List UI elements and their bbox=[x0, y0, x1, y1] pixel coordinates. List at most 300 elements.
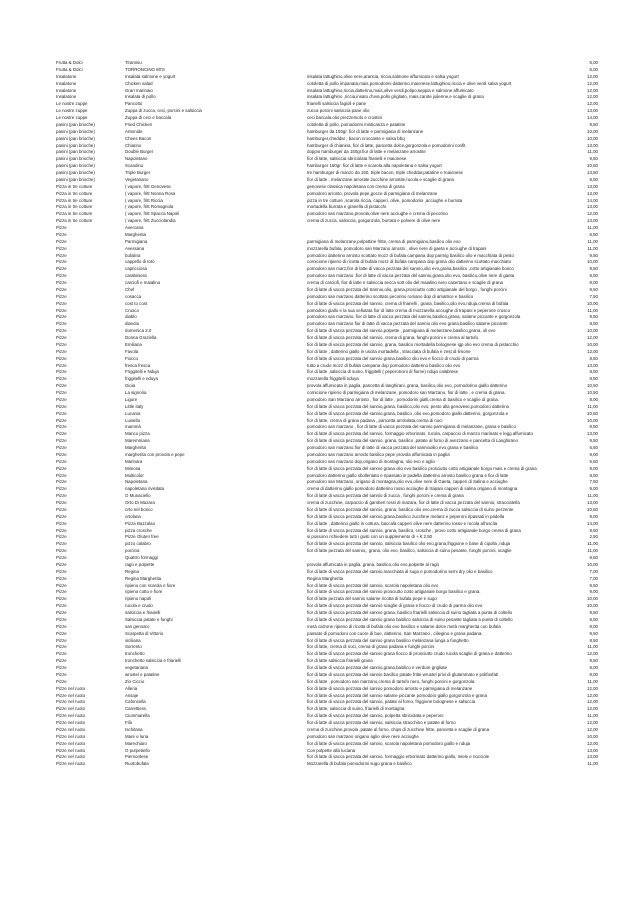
menu-item-price: 9,50 bbox=[589, 286, 598, 292]
menu-item-price: 13,00 bbox=[587, 218, 598, 224]
menu-row bbox=[0, 445, 640, 452]
menu-category: panini (pan brioche) bbox=[56, 170, 95, 175]
menu-item-description: pomodoro san marzano arrosto basilico pepe provola affumicata in paglia bbox=[307, 451, 450, 457]
menu-category: Insalatone bbox=[56, 94, 77, 100]
menu-item-price: 11,00 bbox=[587, 761, 598, 767]
menu-row bbox=[0, 617, 640, 624]
menu-item-name: bufalina bbox=[125, 252, 141, 258]
menu-item-price: 11,00 bbox=[587, 644, 598, 650]
menu-item-description: fior di latte di vacca pezzata del sannio,polpette , parmigiana di melanzane,basilico,grana, oli evo bbox=[307, 328, 496, 334]
menu-item-price: 9,00 bbox=[589, 665, 598, 670]
menu-category: Pizze bbox=[56, 231, 67, 237]
menu-row bbox=[0, 741, 640, 748]
menu-row bbox=[0, 335, 640, 342]
menu-item-description: mozzarella friggitelli nduya bbox=[307, 376, 359, 382]
menu-item-price: 7,50 bbox=[589, 479, 598, 485]
menu-row bbox=[0, 376, 640, 383]
menu-item-name: Cafoncella bbox=[125, 699, 146, 705]
menu-item-description: fior di latte , pomodoro san marzano,crema di tartufo nero, funghi porcini e gorgonzola. bbox=[307, 678, 476, 684]
menu-category: Pizze bbox=[56, 665, 67, 670]
menu-item-description: pomodoro san marzano datterino scottato pecorino romano dop di amatrice e basilico bbox=[307, 293, 474, 299]
menu-category: Pizze nel ruoto bbox=[56, 733, 86, 739]
menu-item-name: tronchetto bbox=[125, 651, 145, 657]
menu-item-description: provola affumicata in paglia, pancetta di langhirani, grana, basilico,olio evo, pomodorino giallo datterino bbox=[307, 383, 508, 389]
menu-item-name: Fried Chicken bbox=[125, 121, 153, 127]
menu-item-description: cotoletta di pollo, pomodorini misticanza e patatine bbox=[307, 121, 406, 127]
menu-category: Pizze nel ruoto bbox=[56, 692, 86, 698]
menu-row bbox=[0, 404, 640, 411]
menu-category: panini (pan brioche) bbox=[56, 149, 95, 155]
menu-item-price: 10,00 bbox=[587, 135, 598, 141]
menu-category: Pizze bbox=[56, 561, 67, 567]
menu-row bbox=[0, 191, 640, 198]
menu-item-name: Ciummarella bbox=[125, 713, 150, 719]
menu-item-price: 11,00 bbox=[587, 493, 598, 499]
menu-category: Pizze bbox=[56, 403, 67, 409]
menu-item-price: 6,00 bbox=[589, 66, 598, 72]
menu-row bbox=[0, 596, 640, 603]
menu-item-name: Filù bbox=[125, 720, 133, 725]
menu-item-description: fior di latte pezzata del sannio salame ricotta di bufala pepe e sugo bbox=[307, 596, 437, 602]
menu-item-description: fior di latte salsiccia friarielli grana bbox=[307, 658, 373, 664]
menu-category: Pizze nel ruoto bbox=[56, 761, 86, 767]
menu-item-price: 12,00 bbox=[587, 706, 598, 712]
menu-category: Pizze bbox=[56, 376, 67, 382]
menu-item-price: 9,00 bbox=[589, 589, 598, 595]
menu-item-price: 7,50 bbox=[589, 293, 598, 299]
menu-item-description: pomodoro datterino giallo sbollentato e ripassato in padella datterino arrosto basilico grana e fior di latte bbox=[307, 472, 509, 478]
menu-item-price: 11,00 bbox=[587, 245, 598, 251]
menu-item-price: 11,00 bbox=[587, 713, 598, 719]
menu-item-name: Chef bbox=[125, 286, 135, 292]
menu-item-price: 10,00 bbox=[587, 300, 598, 306]
menu-category: Pizze bbox=[56, 445, 67, 450]
menu-category: Pizze bbox=[56, 644, 67, 650]
menu-item-name: Quattro formaggi bbox=[125, 555, 158, 560]
menu-item-name: ( vapore, fritt Genovese bbox=[125, 183, 171, 189]
menu-category: Pizza in tre cotture bbox=[56, 183, 93, 189]
menu-item-description: cotoletta di pollo impanata,mais,pomodorini datterino,maionese,lattughino,riccia e olive verdi salsa yogurt bbox=[307, 80, 512, 86]
menu-item-price: 10,00 bbox=[587, 596, 598, 602]
menu-row bbox=[0, 761, 640, 768]
menu-item-description: fior di latte di vacca pezzata del sannio, scarola napoletana olio evo bbox=[307, 582, 439, 588]
menu-item-name: Assaje bbox=[125, 692, 139, 698]
menu-row bbox=[0, 397, 640, 404]
menu-category: Pizze bbox=[56, 486, 67, 492]
menu-item-description: fior di latte di vacca pezzata del sannio grana basilico melanzana lunga a funghetto bbox=[307, 637, 469, 643]
menu-row bbox=[0, 686, 640, 693]
menu-item-name: Margherita bbox=[125, 231, 146, 237]
menu-row bbox=[0, 259, 640, 266]
menu-item-price: 11,00 bbox=[587, 307, 598, 313]
menu-category: Pizze nel ruoto bbox=[56, 699, 86, 705]
menu-item-description: insalata lattughino,riccia,datterino,mais,olive verdi,polipo,seppia e salmone affumicato bbox=[307, 87, 474, 93]
menu-item-name: Little italy bbox=[125, 403, 144, 409]
menu-item-description: fior di latte di vacca pezzata del sannio, grana, basilico ,patate al forno di avezzano e pancetta di Langhirano bbox=[307, 438, 518, 444]
menu-item-name: Donna Graziella bbox=[125, 335, 157, 340]
menu-item-price: 8,50 bbox=[589, 637, 598, 643]
menu-item-price: 12,00 bbox=[587, 699, 598, 705]
menu-item-price: 8,50 bbox=[589, 369, 598, 375]
menu-item-name: Ruotobufala bbox=[125, 761, 149, 767]
menu-item-name: Tiramisu bbox=[125, 60, 142, 65]
menu-item-name: ( vapore, fritt Spacca Napoli bbox=[125, 211, 180, 217]
menu-row bbox=[0, 253, 640, 260]
menu-category: panini (pan brioche) bbox=[56, 135, 95, 141]
menu-item-description: crema di zucca, salsiccia, gorgonzola, burrata e polvere di olive nere bbox=[307, 218, 441, 224]
menu-category: Pizze bbox=[56, 321, 67, 327]
menu-row bbox=[0, 548, 640, 555]
menu-category: Pizze bbox=[56, 341, 67, 347]
menu-row bbox=[0, 583, 640, 590]
menu-item-price: 12,00 bbox=[587, 348, 598, 354]
menu-item-price: 10,00 bbox=[587, 561, 598, 567]
menu-item-name: Vegetariano bbox=[125, 176, 149, 182]
menu-item-description: parmigiana di melanzane,polpettine fritte, crema di parmigiano,basilico olio evo bbox=[307, 238, 461, 244]
menu-row bbox=[0, 658, 640, 665]
menu-row bbox=[0, 246, 640, 253]
menu-item-price: 6,50 bbox=[589, 445, 598, 450]
menu-item-name: Chees Bacon bbox=[125, 135, 152, 141]
menu-category: Pizze bbox=[56, 273, 67, 279]
menu-category: Pizze bbox=[56, 307, 67, 313]
menu-item-description: pizza in tre cotture ,scarola riccia, capperi, olive, pomodorini ,acciughe e burrata bbox=[307, 197, 463, 203]
menu-row bbox=[0, 713, 640, 720]
menu-category: Pizze nel ruoto bbox=[56, 754, 86, 760]
menu-item-name: Artemide bbox=[125, 128, 143, 134]
menu-item-price: 9,00 bbox=[589, 280, 598, 285]
menu-category: Pizze bbox=[56, 513, 67, 519]
menu-category: Pizze bbox=[56, 589, 67, 595]
menu-item-name: Scarpetta di Vittorio bbox=[125, 630, 164, 636]
menu-item-name: Avessana bbox=[125, 245, 145, 251]
menu-row bbox=[0, 287, 640, 294]
menu-item-price: 9,00 bbox=[589, 465, 598, 471]
menu-category: Pizza in tre cotture bbox=[56, 218, 93, 224]
menu-row bbox=[0, 479, 640, 486]
menu-category: Pizze bbox=[56, 362, 67, 368]
menu-category: Frutta & Dolci bbox=[56, 60, 83, 65]
menu-item-description: fior di latte di vacca pezzata del sannio,grana,basilico e verdure grigliate bbox=[307, 665, 448, 670]
menu-item-name: cost to cost bbox=[125, 300, 148, 306]
menu-row bbox=[0, 665, 640, 672]
menu-item-name: Fiocco bbox=[125, 355, 138, 361]
menu-item-price: 10,00 bbox=[587, 417, 598, 423]
menu-row bbox=[0, 218, 640, 225]
menu-category: Pizze bbox=[56, 300, 67, 306]
menu-category: Pizze bbox=[56, 623, 67, 629]
menu-category: Pizze nel ruoto bbox=[56, 747, 86, 753]
menu-row bbox=[0, 390, 640, 397]
menu-item-description: pomodoro datterino arrosto scottato mozz di bufala campana dop parmig basilico olio e macchiata di pesto bbox=[307, 252, 514, 258]
menu-row bbox=[0, 239, 640, 246]
menu-item-name: Pizze Gluten free bbox=[125, 534, 159, 540]
menu-item-price: 9,00 bbox=[589, 486, 598, 492]
menu-row bbox=[0, 507, 640, 514]
menu-row bbox=[0, 699, 640, 706]
menu-item-price: 9,50 bbox=[589, 252, 598, 258]
menu-row bbox=[0, 486, 640, 493]
menu-category: panini (pan brioche) bbox=[56, 128, 95, 134]
menu-item-price: 12,00 bbox=[587, 651, 598, 657]
menu-item-description: pomodoro san Marzano, origano di montagna,olio evo,olive nere di Gaeta, capperi di Salina e acciughe bbox=[307, 479, 508, 485]
menu-item-price: 10,00 bbox=[587, 603, 598, 609]
menu-item-description: fior di latte di vacca pezzata del sannio grana fiocco di prosciutto crudo rucola scaglie di grana e datterino bbox=[307, 651, 512, 657]
menu-category: Pizze bbox=[56, 245, 67, 251]
menu-item-description: fior di latte di vacca pezzata del sannio grana, basilico friarielli salsiccia di suino tagliata a punta di coltello bbox=[307, 610, 513, 615]
menu-category: Pizze bbox=[56, 582, 67, 588]
menu-item-name: Marinara bbox=[125, 458, 143, 464]
menu-item-name: vegetariana bbox=[125, 665, 148, 670]
menu-row bbox=[0, 156, 640, 163]
menu-item-price: 13,00 bbox=[587, 754, 598, 760]
menu-row bbox=[0, 122, 640, 129]
menu-category: Pizze bbox=[56, 479, 67, 485]
menu-item-price: 9,50 bbox=[589, 424, 598, 430]
menu-item-price: 13,00 bbox=[587, 500, 598, 505]
menu-row bbox=[0, 706, 640, 713]
menu-category: Pizze bbox=[56, 328, 67, 334]
menu-item-description: pomodoro san marzano dop,origano di montagna, olio evo e aglio bbox=[307, 458, 435, 464]
menu-row bbox=[0, 500, 640, 507]
menu-item-price: 10,00 bbox=[587, 259, 598, 265]
menu-row bbox=[0, 576, 640, 583]
menu-item-price: 8,50 bbox=[589, 472, 598, 478]
menu-row bbox=[0, 184, 640, 191]
menu-item-name: Pizza Bazzalao bbox=[125, 520, 156, 526]
menu-item-name: Zuppa di ceci e baccala bbox=[125, 115, 172, 120]
menu-item-description: fior di latte di vacca pezzata del sannio, polpetta sbriciolata e peperoni bbox=[307, 713, 444, 719]
menu-row bbox=[0, 115, 640, 122]
menu-item-name: Ischitana bbox=[125, 726, 143, 732]
menu-item-name: Zio Ciccio bbox=[125, 678, 145, 684]
menu-item-description: fior di latte di vacca pezzata del sannio, crema di friarielli , grana, basilico,olio evo,nduja,crema di bufala bbox=[307, 300, 509, 306]
menu-item-name: Regina bbox=[125, 568, 139, 574]
menu-item-name: Pancotto bbox=[125, 101, 143, 107]
menu-item-description: provola affumicata in paglia, grana, basilico,olio evo,polpette al ragù bbox=[307, 561, 439, 567]
menu-item-description: pomodoro giallo e la sua vellutata fior di latte crema di mozzarella acciughe di trapani e peperone crusco bbox=[307, 307, 511, 313]
menu-item-price: 7,00 bbox=[589, 568, 598, 574]
menu-category: Pizze bbox=[56, 424, 67, 430]
menu-row bbox=[0, 198, 640, 205]
menu-item-description: fior di latte di vacca pezzata del Sannio,olio, grana,prosciutto cotto artigianale del borgo , funghi porcini bbox=[307, 286, 507, 292]
menu-item-name: diavola bbox=[125, 321, 139, 327]
menu-item-name: ( vapore, fritt Riccia bbox=[125, 197, 163, 203]
menu-item-name: Multicolor bbox=[125, 472, 144, 478]
menu-category: Pizze bbox=[56, 458, 67, 464]
menu-category: Pizze bbox=[56, 280, 67, 285]
menu-item-name: Napoletano bbox=[125, 156, 148, 162]
menu-item-name: ( vapore, fritt Zucciolandia bbox=[125, 218, 176, 224]
menu-row bbox=[0, 280, 640, 287]
menu-item-name: Salsiccia patate e funghi bbox=[125, 616, 173, 622]
menu-row bbox=[0, 693, 640, 700]
menu-item-name: TORRONCINO 80'S bbox=[125, 66, 165, 72]
menu-item-name: Parmigiana bbox=[125, 238, 148, 244]
menu-item-name: domenica 2.0 bbox=[125, 328, 152, 334]
menu-item-price: 12,00 bbox=[587, 692, 598, 698]
menu-item-description: fior di latte di vacca pezzata del sannio, scarola napoletana pomodoro giallo e nduja bbox=[307, 740, 471, 746]
menu-item-price: 14,00 bbox=[587, 520, 598, 526]
menu-item-description: fior di latte, crema di grana padana , pancetta arrotolata,crema di noci bbox=[307, 417, 443, 423]
menu-item-description: si possono richiedere tutti i gusti con un supplemento di + € 2,50 bbox=[307, 534, 433, 540]
menu-item-description: mortadella burrata e granella di pistacchi bbox=[307, 204, 387, 210]
menu-category: Pizza in tre cotture bbox=[56, 204, 93, 210]
menu-category: Pizze bbox=[56, 534, 67, 540]
menu-item-name: rucola e crudo bbox=[125, 603, 153, 609]
menu-category: Frutta & Dolci bbox=[56, 66, 83, 72]
menu-item-name: cappello di totò bbox=[125, 259, 155, 265]
menu-item-description: pomodoro San Marzano arrosto , fior di latte , pomodorini gialli,crema di basilico e scaglie di grana. bbox=[307, 396, 500, 402]
menu-item-description: pomodoro san marzano fior di latte di vacca pezzata del sannio olio evo grana,basilico salame piccante bbox=[307, 321, 508, 327]
menu-category: Pizze bbox=[56, 568, 67, 574]
menu-category: Pizze bbox=[56, 472, 67, 478]
menu-item-description: pomodoro san marzano , fior di latte di vacca pezzata del sannio parmigiana di melanzane, grana e basilico bbox=[307, 424, 516, 430]
menu-item-price: 9,50 bbox=[589, 582, 598, 588]
menu-item-name: porcina bbox=[125, 548, 140, 554]
menu-row bbox=[0, 514, 640, 521]
menu-item-description: fior di latte di vacca pezzata del sannio pomodoro arrosto e parmigiana di melanzane bbox=[307, 685, 473, 691]
menu-category: panini (pan brioche) bbox=[56, 142, 95, 148]
menu-row bbox=[0, 101, 640, 108]
menu-item-description: pomodoro san marzano ,fior di latte di vacca pezzata del sannio,grana,olio evo, basilico,olive nere di gaeta bbox=[307, 273, 515, 279]
menu-item-name: Margherita bbox=[125, 445, 146, 450]
menu-row bbox=[0, 473, 640, 480]
menu-row bbox=[0, 60, 640, 67]
menu-item-description: crema di zucchine, carpaccio di gamberi rossi di mazara, fior di latte di vacca pezzata del sannio, stracciatella bbox=[307, 500, 520, 505]
menu-item-price: 10,50 bbox=[587, 390, 598, 395]
menu-row bbox=[0, 294, 640, 301]
menu-item-price: 8,00 bbox=[589, 396, 598, 402]
menu-item-name: Zuppa di zucca, ceci, porcini e salsiccia bbox=[125, 108, 202, 114]
menu-category: Pizze bbox=[56, 506, 67, 512]
menu-row bbox=[0, 748, 640, 755]
menu-item-price: 9,50 bbox=[589, 156, 598, 162]
menu-item-name: margherita con provola e pepe bbox=[125, 451, 185, 457]
menu-item-description: crema di zucchine,provola ,patate al forno, chips di zucchine fritte, pancetta e scaglie di grana bbox=[307, 726, 490, 732]
menu-item-price: 13,00 bbox=[587, 747, 598, 753]
menu-item-price: 11,00 bbox=[587, 238, 598, 244]
menu-category: Pizze bbox=[56, 548, 67, 554]
menu-item-description: fior di latte , melanzane arrostite,zucchine arrostite,rucola e scaglie di grana bbox=[307, 176, 454, 182]
menu-item-description: fior di latte, salsiccia di suino, friarielli di montagna bbox=[307, 706, 405, 712]
menu-row bbox=[0, 610, 640, 617]
menu-item-name: ripieno con scarola e fiore bbox=[125, 582, 176, 588]
menu-item-name: mammà bbox=[125, 424, 141, 430]
menu-category: Pizze bbox=[56, 451, 67, 457]
menu-category: Pizze bbox=[56, 410, 67, 416]
menu-category: panini (pan brioche) bbox=[56, 156, 95, 162]
menu-item-description: hamburger di chianina, fior di latte, pancetta dolce,gorgonzola e pomodorini confit bbox=[307, 142, 466, 148]
menu-category: Pizze nel ruoto bbox=[56, 713, 86, 719]
menu-item-name: ortolana bbox=[125, 513, 141, 519]
menu-item-name: Favola bbox=[125, 348, 139, 354]
menu-item-description: fior di latte di vacca pezzata del sannio,grana, basilico,olio evo, pesto alla genovese,pomodoro datterino bbox=[307, 403, 510, 409]
menu-item-description: friarielli salsiccia fagioli e pane bbox=[307, 101, 367, 107]
menu-category: Pizze bbox=[56, 575, 67, 581]
menu-item-price: 10,00 bbox=[587, 328, 598, 334]
menu-item-price: 13,00 bbox=[587, 431, 598, 437]
menu-item-description: Regina Margherita bbox=[307, 575, 344, 581]
menu-item-description: tre hamburger di manzo da 150, triple bacon, triple cheddar,patatine e maionese bbox=[307, 170, 463, 175]
menu-item-price: 9,50 bbox=[589, 121, 598, 127]
menu-item-name: carciofi e maialino bbox=[125, 280, 161, 285]
menu-row bbox=[0, 534, 640, 541]
menu-item-description: fior di latte ,salsiccia di suino, friggitelli ( peperoncini di fiume) nduja calabrese bbox=[307, 369, 459, 375]
menu-item-name: La signoria bbox=[125, 390, 147, 395]
menu-category: Pizza in tre cotture bbox=[56, 197, 93, 203]
menu-row bbox=[0, 273, 640, 280]
menu-category: Pizza in tre cotture bbox=[56, 211, 93, 217]
menu-item-price: 9,50 bbox=[589, 176, 598, 182]
menu-row bbox=[0, 727, 640, 734]
menu-row bbox=[0, 589, 640, 596]
menu-item-description: fior di latte, crema di noci, crema di grana padana e funghi porcini bbox=[307, 644, 435, 650]
menu-item-description: fior di latte di vacca pezzata del sannio scaglie di grana e fiocco di crudo di parma olio evo bbox=[307, 603, 483, 609]
menu-category: Le nostre zuppe bbox=[56, 115, 88, 120]
menu-item-name: Manco pizza bbox=[125, 431, 150, 437]
menu-item-name: orto nel bosco bbox=[125, 506, 153, 512]
menu-category: Pizze bbox=[56, 527, 67, 533]
menu-category: Pizze bbox=[56, 438, 67, 444]
menu-row bbox=[0, 129, 640, 136]
menu-category: Pizze bbox=[56, 555, 67, 560]
menu-category: panini (pan brioche) bbox=[56, 176, 95, 182]
menu-item-price: 10,50 bbox=[587, 163, 598, 169]
menu-row bbox=[0, 624, 640, 631]
menu-row bbox=[0, 136, 640, 143]
menu-category: Pizze bbox=[56, 630, 67, 636]
menu-row bbox=[0, 562, 640, 569]
menu-item-price: 13,00 bbox=[587, 190, 598, 196]
menu-item-name: diablo bbox=[125, 314, 137, 320]
menu-item-name: cosacca bbox=[125, 293, 142, 299]
menu-item-name: Chiarino bbox=[125, 142, 142, 148]
menu-row bbox=[0, 314, 640, 321]
menu-category: Pizze bbox=[56, 616, 67, 622]
menu-item-price: 6,50 bbox=[589, 231, 598, 237]
menu-item-description: fior di latte , datterino giallo in cottura, baccalà capperi olive nere datterino rosso e rucola all'uscita bbox=[307, 520, 498, 526]
menu-category: Le nostre zuppe bbox=[56, 101, 88, 107]
menu-row bbox=[0, 383, 640, 390]
menu-row bbox=[0, 349, 640, 356]
menu-row bbox=[0, 555, 640, 562]
menu-item-name: ( vapore, fritt Romagnola bbox=[125, 204, 174, 210]
menu-item-description: insalata lattughino,olive nere,arancia, riccia,salmone affumicato e salsa yogurt bbox=[307, 73, 459, 79]
menu-item-price: 14,00 bbox=[587, 197, 598, 203]
menu-row bbox=[0, 438, 640, 445]
menu-row bbox=[0, 651, 640, 658]
menu-item-name: Crusco bbox=[125, 307, 139, 313]
menu-item-price: 12,00 bbox=[587, 80, 598, 86]
menu-item-price: 12,00 bbox=[587, 101, 598, 107]
menu-item-name: pizzo calabro bbox=[125, 541, 151, 547]
menu-item-name: Ligure bbox=[125, 396, 138, 402]
menu-item-name: Regina Margherita bbox=[125, 575, 162, 581]
menu-item-name: friggitelli e nduya bbox=[125, 376, 158, 382]
menu-item-name: carabiniera bbox=[125, 273, 147, 279]
menu-item-description: insalata lattughino ,riccia,insato d'uva,pollo grigliato, mais,carote julienne,e scaglie di grana bbox=[307, 94, 484, 100]
menu-category: Pizze nel ruoto bbox=[56, 685, 86, 691]
menu-item-price: 12,00 bbox=[587, 740, 598, 746]
menu-item-price: 10,00 bbox=[587, 341, 598, 347]
menu-category: Pizze bbox=[56, 259, 67, 265]
menu-category: Pizze nel ruoto bbox=[56, 726, 86, 732]
menu-item-description: fior di latte di vacca pezzata del sannio, formaggio erborinato, rucola, carpaccio di manzo marinato e legg.affumicato bbox=[307, 431, 533, 437]
menu-category: Pizze bbox=[56, 417, 67, 423]
menu-item-description: fior di latte di vacca pezzata del sannio, grana, basilico olio evo,crema di zucca salsiccia di suino pezzente bbox=[307, 506, 514, 512]
menu-category: Pizze bbox=[56, 493, 67, 499]
